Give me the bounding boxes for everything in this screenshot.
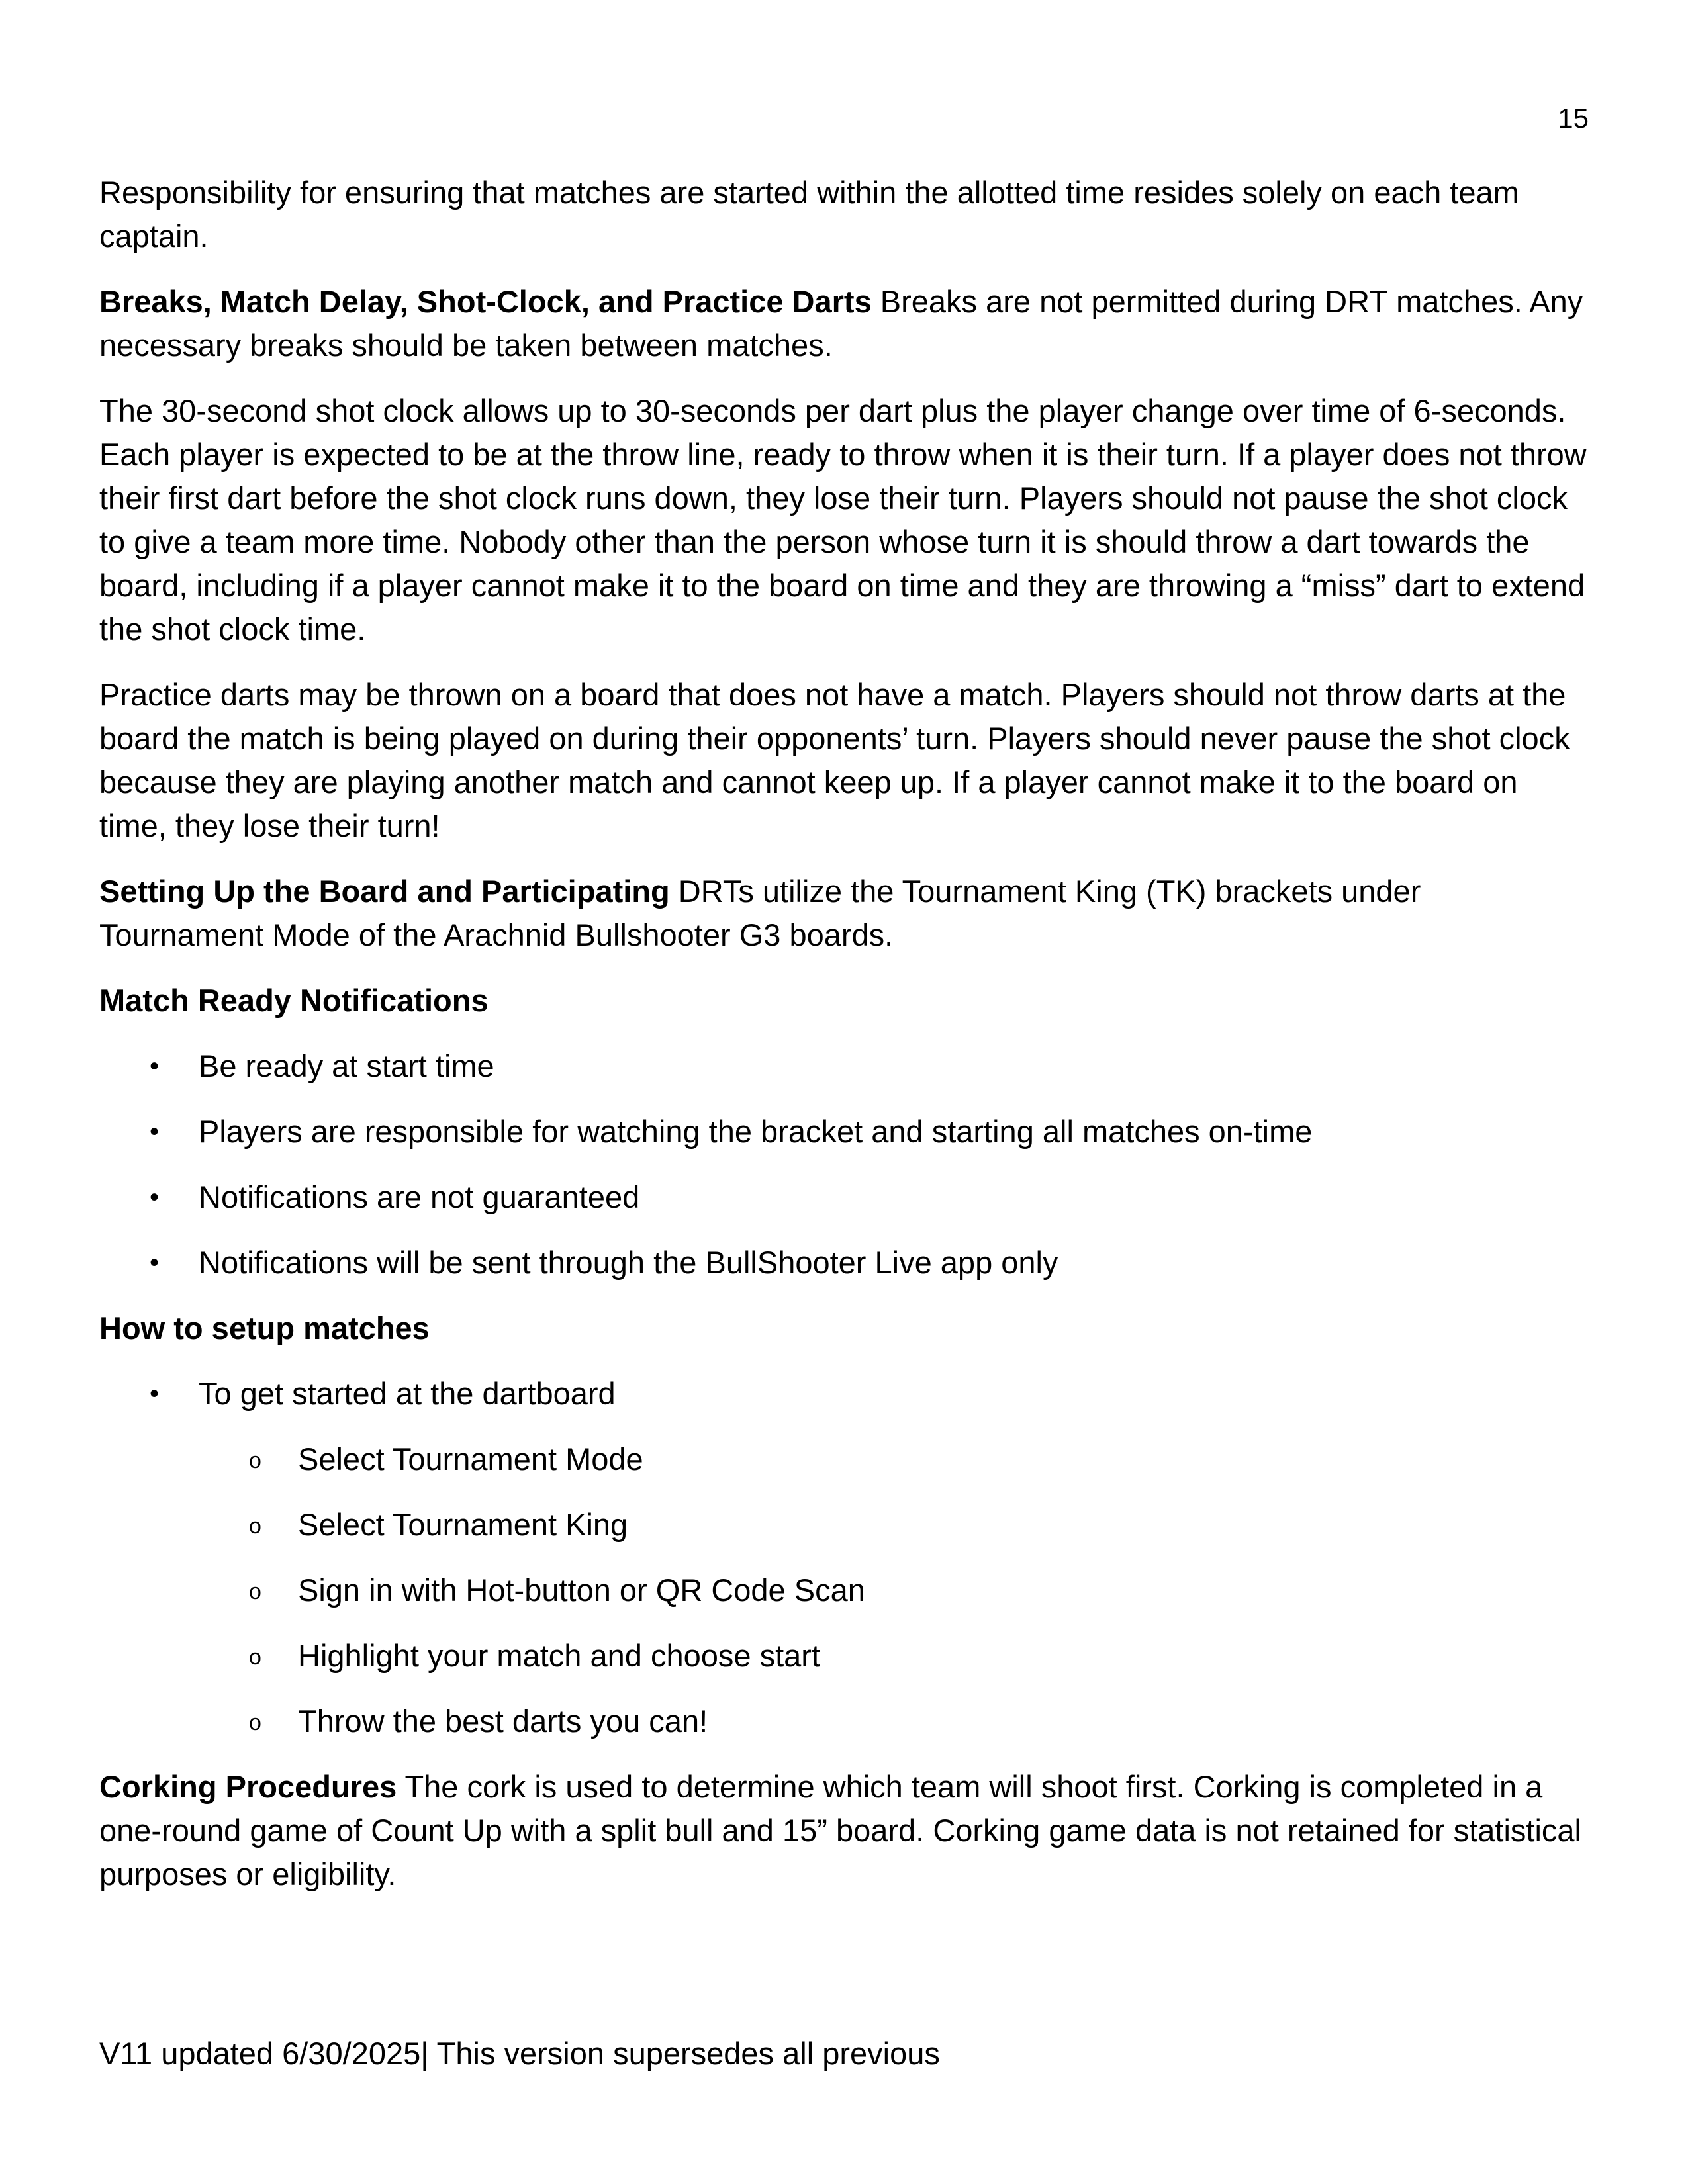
paragraph-corking-text: The cork is used to determine which team will shoot first. Corking is completed in a one-round game of Count Up with a split bull and 15” board. Corking game data is not retained for statistical purposes or eligibility. bbox=[99, 1769, 1581, 1891]
heading-match-ready: Match Ready Notifications bbox=[99, 983, 489, 1018]
paragraph-corking bbox=[99, 1765, 1589, 1896]
section-heading-setting-up: Setting Up the Board and Participating bbox=[99, 874, 670, 909]
setup-list bbox=[99, 1372, 1589, 1743]
heading-setup-matches: How to setup matches bbox=[99, 1310, 430, 1345]
list-item bbox=[99, 1372, 1589, 1743]
section-heading-corking: Corking Procedures bbox=[99, 1769, 397, 1804]
list-item: • Be ready at start time bbox=[99, 1044, 1589, 1088]
section-heading-breaks: Breaks, Match Delay, Shot-Clock, and Practice Darts bbox=[99, 284, 872, 319]
page-footer: V11 updated 6/30/2025| This version supersedes all previous bbox=[99, 2036, 940, 2071]
sub-list-item: o Throw the best darts you can! bbox=[199, 1700, 1589, 1743]
page-number: 15 bbox=[1558, 103, 1589, 134]
document-body bbox=[99, 171, 1589, 1918]
paragraph-breaks-text: Breaks are not permitted during DRT matches. Any necessary breaks should be taken between matches. bbox=[99, 284, 1583, 363]
setup-sub-list bbox=[199, 1437, 1589, 1743]
sub-list-item: o Highlight your match and choose start bbox=[199, 1634, 1589, 1678]
sub-list-item: o Select Tournament Mode bbox=[199, 1437, 1589, 1481]
list-item: • Notifications will be sent through the BullShooter Live app only bbox=[99, 1241, 1589, 1285]
paragraph-practice-darts: Practice darts may be thrown on a board that does not have a match. Players should not throw darts at the board the match is being played on during their opponents’ turn. Players should never pause the shot clock because they are playing another match and cannot keep up. If a player cannot make it to the board on time, they lose their turn! bbox=[99, 677, 1570, 843]
paragraph-shot-clock: The 30-second shot clock allows up to 30-seconds per dart plus the player change over time of 6-seconds. Each player is expected to be at the throw line, ready to throw when it is their turn. If a player does not throw their first dart before the shot clock runs down, they lose their turn. Players should not pause the shot clock to give a team more time. Nobody other than the person whose turn it is should throw a dart towards the board, including if a player cannot make it to the board on time and they are throwing a “miss” dart to extend the shot clock time. bbox=[99, 393, 1587, 647]
sub-list-item: o Sign in with Hot-button or QR Code Scan bbox=[199, 1569, 1589, 1612]
list-item: • Players are responsible for watching the bracket and starting all matches on-time bbox=[99, 1110, 1589, 1154]
sub-list-item: o Select Tournament King bbox=[199, 1503, 1589, 1547]
list-item-text: To get started at the dartboard bbox=[199, 1376, 616, 1411]
paragraph-responsibility: Responsibility for ensuring that matches are started within the allotted time resides solely on each team captain. bbox=[99, 175, 1519, 253]
list-item: • Notifications are not guaranteed bbox=[99, 1175, 1589, 1219]
paragraph-setting-up bbox=[99, 870, 1589, 957]
match-ready-list bbox=[99, 1044, 1589, 1285]
paragraph-setting-up-text: DRTs utilize the Tournament King (TK) brackets under Tournament Mode of the Arachnid Bullshooter G3 boards. bbox=[99, 874, 1421, 952]
paragraph-breaks bbox=[99, 280, 1589, 367]
